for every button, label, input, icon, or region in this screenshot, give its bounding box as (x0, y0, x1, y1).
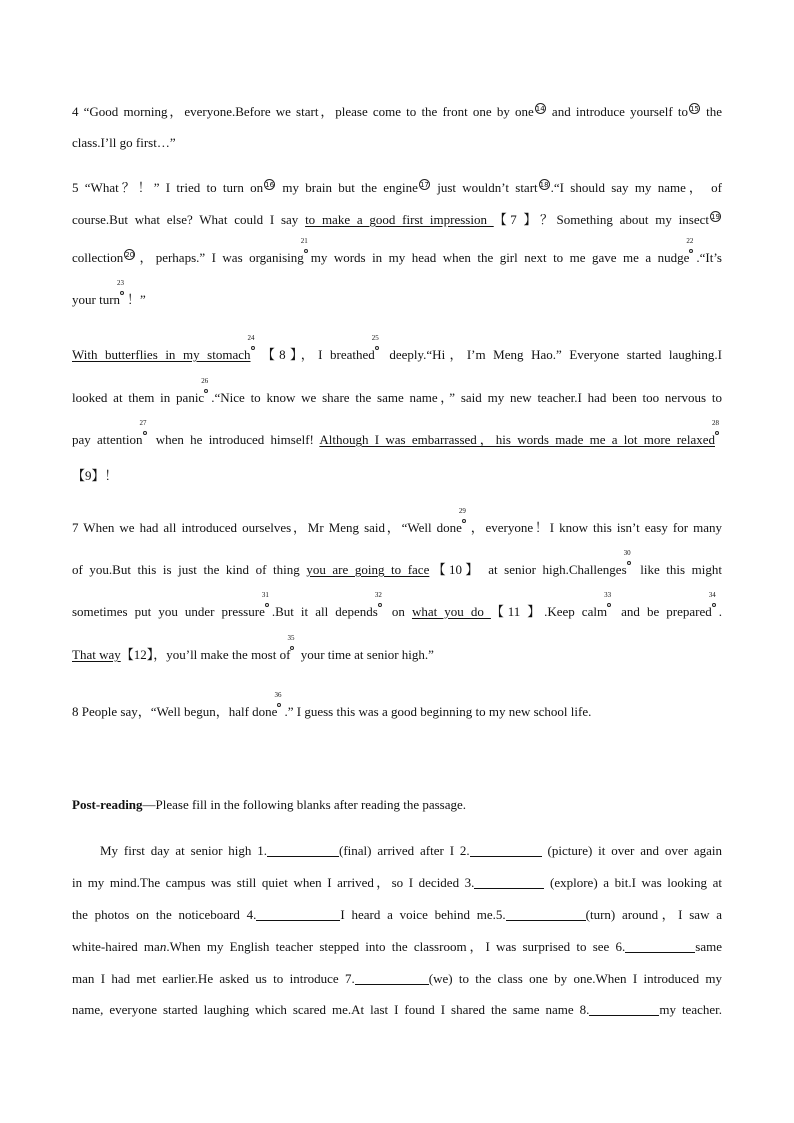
blank-1-input[interactable] (267, 844, 339, 857)
p4-line-2: class.I’ll go first…” (72, 135, 176, 150)
note-marker: 36 (277, 706, 284, 716)
note-marker: 32 (378, 606, 385, 616)
circled-number: 16 (265, 181, 275, 189)
circled-number: 19 (711, 213, 720, 221)
blank-5-input[interactable] (506, 908, 586, 921)
post-line-1: My first day at senior high 1. (final) arrived after I 2. (picture) it over and over again (100, 843, 722, 858)
note-marker: 33 (607, 606, 614, 616)
p6-line-2: looked at them in panic 26 .“Nice to know we share the same name，” said my new teacher.I had been too nervous to (72, 377, 722, 405)
post-line-2: in my mind.The campus was still quiet when I arrived，so I decided 3. (explore) a bit.I was looking at (72, 875, 722, 890)
note-marker: 29 (462, 522, 469, 532)
p5-line-3: collection 20 ，perhaps.” I was organising 21 my words in my head when the girl next to me gave me a nudge 22 .“It’s (72, 237, 722, 265)
p5-line-2: course.But what else? What could I say to make a good first impression 【7 】？Something about my insect 19 (72, 212, 720, 227)
note-marker: 25 (375, 349, 382, 359)
p7-line-4: That way【12】，you’ll make the most of 35 your time at senior high.” (72, 634, 434, 662)
p7-line-2: of you.But this is just the kind of thing you are going to face【10】 at senior high.Challenges 30 like this might (72, 549, 722, 577)
underlined-phrase: what you do (411, 604, 491, 619)
post-reading-heading (72, 797, 466, 813)
blank-8-input[interactable] (589, 1003, 659, 1016)
note-marker: 35 (290, 649, 297, 659)
p6-line-4: 【9】！ (72, 468, 118, 483)
circled-number: 18 (539, 181, 549, 189)
note-marker: 26 (204, 392, 211, 402)
note-marker: 30 (627, 564, 634, 574)
blank-4-input[interactable] (256, 908, 340, 921)
circled-number: 17 (419, 181, 429, 189)
p5-line-1: 5 “What？！” I tried to turn on 16 my brain but the engine 17 just wouldn’t start 18 .“I should say my name， of (72, 180, 723, 195)
underlined-phrase: With butterflies in my stomach (72, 347, 251, 362)
note-marker: 34 (712, 606, 719, 616)
p6-line-3: pay attention 27 when he introduced himself! Although I was embarrassed，his words made me a lot more relaxed 28 (72, 432, 722, 448)
p7-line-1: 7 When we had all introduced ourselves，Mr Meng said，“Well done 29 ，everyone！I know this isn’t easy for many (72, 507, 722, 535)
blank-2-input[interactable] (470, 844, 542, 857)
note-marker: 27 (143, 434, 150, 444)
blank-7-input[interactable] (355, 972, 429, 985)
blank-3-input[interactable] (474, 876, 544, 889)
underlined-phrase: you are going to face (306, 562, 430, 577)
p8-line-1: 8 People say，“Well begun，half done 36 .” I guess this was a good beginning to my new school life. (72, 691, 592, 719)
underlined-phrase: Although I was embarrassed，his words made me a lot more relaxed (319, 432, 715, 447)
p4-line-1: 4 “Good morning，everyone.Before we start，please come to the front one by one 14 and introduce yourself to 15 the (72, 104, 723, 119)
blank-6-input[interactable] (625, 940, 695, 953)
note-marker: 28 (715, 434, 722, 444)
post-line-6: name, everyone started laughing which scared me.At last I found I shared the same name 8. my teacher. (72, 1002, 722, 1017)
p7-line-3: sometimes put you under pressure 31 .But it all depends 32 on what you do 【11 】.Keep calm 33 and be prepared 34 . (72, 591, 722, 619)
underlined-phrase: to make a good first impression (305, 212, 494, 227)
post-reading-instruction: —Please fill in the following blanks after reading the passage. (142, 797, 467, 812)
note-marker: 22 (689, 252, 696, 262)
note-marker: 21 (304, 252, 311, 262)
underlined-phrase: That way (72, 647, 121, 662)
circled-number: 15 (689, 105, 699, 113)
post-line-5: man I had met earlier.He asked us to introduce 7. (we) to the class one by one.When I introduced my (72, 971, 722, 986)
note-marker: 24 (251, 349, 258, 359)
post-reading-title: Post-reading (72, 797, 143, 812)
post-line-3: the photos on the noticeboard 4. I heard a voice behind me.5. (turn) around，I saw a (72, 907, 722, 922)
note-marker: 23 (120, 294, 127, 304)
circled-number: 14 (535, 105, 545, 113)
circled-number: 20 (125, 251, 135, 259)
p5-line-4: your turn 23 ！” (72, 279, 146, 307)
note-marker: 31 (265, 606, 272, 616)
post-line-4: white-haired man.When my English teacher stepped into the classroom，I was surprised to see 6. same (72, 939, 723, 954)
p6-line-1: With butterflies in my stomach 24 【8】，I breathed 25 deeply.“Hi，I’m Meng Hao.” Everyone started laughing.I (72, 334, 722, 362)
